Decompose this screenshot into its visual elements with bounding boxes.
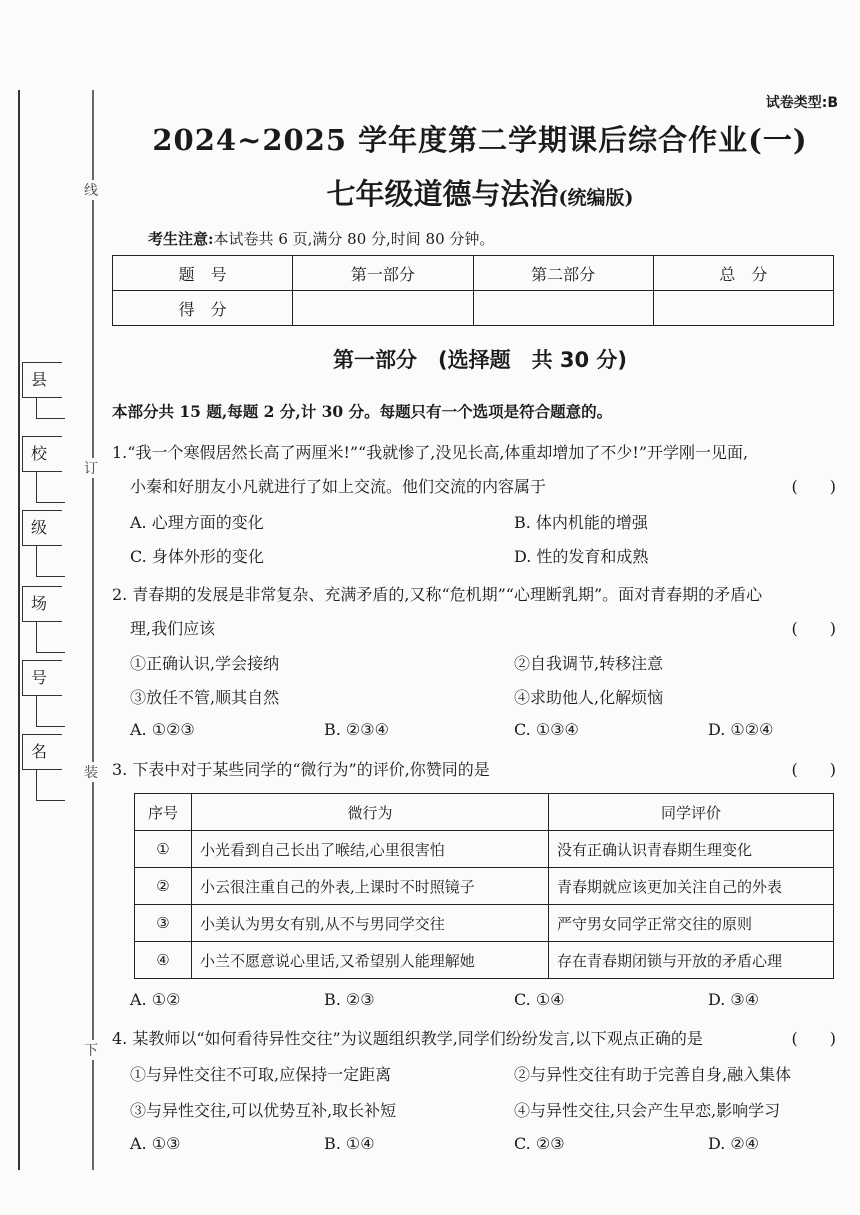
table-header-index: 序号 — [135, 794, 192, 831]
field-number-blank[interactable] — [36, 696, 65, 727]
row-behavior: 小光看到自己长出了喉结,心里很害怕 — [192, 831, 549, 868]
row-evaluation: 青春期就应该更加关注自己的外表 — [549, 868, 834, 905]
answer-blank-1[interactable]: ( ) — [791, 477, 836, 496]
question-2-option-d[interactable]: D. ①②④ — [708, 720, 774, 739]
question-3-option-c[interactable]: C. ①④ — [514, 990, 565, 1009]
field-class-label: 级 — [22, 510, 62, 546]
score-cell-part2[interactable] — [473, 291, 653, 326]
table-row — [135, 868, 834, 905]
question-1-option-d[interactable]: D. 性的发育和成熟 — [514, 547, 649, 566]
score-row-label: 得 分 — [113, 291, 293, 326]
field-name-blank[interactable] — [36, 770, 65, 801]
question-3-option-b[interactable]: B. ②③ — [324, 990, 375, 1009]
row-index: ② — [135, 868, 192, 905]
binding-mark-staple: 订 — [84, 458, 98, 478]
question-2-option-a[interactable]: A. ①②③ — [130, 720, 195, 739]
table-row — [135, 905, 834, 942]
table-row — [135, 831, 834, 868]
micro-behavior-table — [134, 793, 834, 979]
field-class-blank[interactable] — [36, 546, 65, 577]
question-4-statement-3: ③与异性交往,可以优势互补,取长补短 — [130, 1101, 397, 1120]
row-index: ① — [135, 831, 192, 868]
score-cell-total[interactable] — [653, 291, 833, 326]
question-2-line1: 2. 青春期的发展是非常复杂、充满矛盾的,又称“危机期”“心理断乳期”。面对青春期的矛盾心 — [112, 585, 763, 604]
field-room-blank[interactable] — [36, 622, 65, 653]
question-4-option-a[interactable]: A. ①③ — [130, 1134, 181, 1153]
question-2-statement-2: ②自我调节,转移注意 — [514, 654, 664, 673]
exam-title: 2024~2025 学年度第二学期课后综合作业(一) — [152, 123, 808, 157]
answer-blank-3[interactable]: ( ) — [791, 760, 836, 779]
field-school-label: 校 — [22, 436, 62, 472]
question-1-option-c[interactable]: C. 身体外形的变化 — [130, 547, 264, 566]
section-intro: 本部分共 15 题,每题 2 分,计 30 分。每题只有一个选项是符合题意的。 — [112, 402, 613, 421]
field-name-label: 名 — [22, 734, 62, 770]
question-1-line2: 小秦和好朋友小凡就进行了如上交流。他们交流的内容属于 — [130, 477, 547, 496]
question-2-option-c[interactable]: C. ①③④ — [514, 720, 579, 739]
question-2-statement-1: ①正确认识,学会接纳 — [130, 654, 280, 673]
exam-notice — [148, 228, 494, 249]
row-evaluation: 存在青春期闭锁与开放的矛盾心理 — [549, 942, 834, 979]
binding-mark-line: 线 — [84, 180, 98, 200]
binding-mark-bind: 装 — [84, 762, 98, 782]
field-number-label: 号 — [22, 660, 62, 696]
binding-line-outer — [18, 90, 20, 1170]
question-3-option-d[interactable]: D. ③④ — [708, 990, 760, 1009]
question-1-option-b[interactable]: B. 体内机能的增强 — [514, 513, 648, 532]
row-behavior: 小美认为男女有别,从不与男同学交往 — [192, 905, 549, 942]
question-4-statement-4: ④与异性交往,只会产生早恋,影响学习 — [514, 1101, 781, 1120]
table-row — [135, 942, 834, 979]
question-4-statement-1: ①与异性交往不可取,应保持一定距离 — [130, 1065, 392, 1084]
binding-mark-down: 下 — [84, 1040, 98, 1060]
edition-label: (统编版) — [558, 187, 634, 209]
notice-label: 考生注意: — [148, 230, 214, 248]
question-3-line1: 3. 下表中对于某些同学的“微行为”的评价,你赞同的是 — [112, 760, 490, 779]
row-evaluation: 严守男女同学正常交往的原则 — [549, 905, 834, 942]
question-1-option-a[interactable]: A. 心理方面的变化 — [130, 513, 264, 532]
score-header-part2: 第二部分 — [473, 256, 653, 291]
question-2-option-b[interactable]: B. ②③④ — [324, 720, 389, 739]
score-header-total: 总 分 — [653, 256, 833, 291]
field-school-blank[interactable] — [36, 472, 65, 503]
question-4-option-b[interactable]: B. ①④ — [324, 1134, 375, 1153]
table-header-evaluation: 同学评价 — [549, 794, 834, 831]
field-county-label: 县 — [22, 362, 62, 398]
score-table — [112, 255, 834, 326]
field-county-blank[interactable] — [36, 398, 65, 419]
question-3-option-a[interactable]: A. ①② — [130, 990, 181, 1009]
question-4-option-d[interactable]: D. ②④ — [708, 1134, 760, 1153]
exam-subtitle — [100, 172, 860, 213]
answer-blank-4[interactable]: ( ) — [791, 1029, 836, 1048]
row-index: ④ — [135, 942, 192, 979]
row-evaluation: 没有正确认识青春期生理变化 — [549, 831, 834, 868]
table-header-behavior: 微行为 — [192, 794, 549, 831]
question-2-statement-3: ③放任不管,顺其自然 — [130, 688, 280, 707]
row-behavior: 小兰不愿意说心里话,又希望别人能理解她 — [192, 942, 549, 979]
question-4-line1: 4. 某教师以“如何看待异性交往”为议题组织教学,同学们纷纷发言,以下观点正确的是 — [112, 1029, 703, 1048]
field-room-label: 场 — [22, 586, 62, 622]
answer-blank-2[interactable]: ( ) — [791, 619, 836, 638]
subject-name: 七年级道德与法治 — [326, 177, 559, 211]
question-1-line1: 1.“我一个寒假居然长高了两厘米!”“我就惨了,没见长高,体重却增加了不少!”开学刚一见面, — [112, 443, 749, 462]
paper-type: 试卷类型:B — [765, 95, 838, 111]
section-title: 第一部分 (选择题 共 30 分) — [332, 348, 628, 372]
score-header-question: 题 号 — [113, 256, 293, 291]
notice-text: 本试卷共 6 页,满分 80 分,时间 80 分钟。 — [213, 230, 495, 248]
row-behavior: 小云很注重自己的外表,上课时不时照镜子 — [192, 868, 549, 905]
question-2-statement-4: ④求助他人,化解烦恼 — [514, 688, 664, 707]
question-4-statement-2: ②与异性交往有助于完善自身,融入集体 — [514, 1065, 792, 1084]
question-4-option-c[interactable]: C. ②③ — [514, 1134, 565, 1153]
score-cell-part1[interactable] — [293, 291, 473, 326]
row-index: ③ — [135, 905, 192, 942]
binding-line-inner — [92, 90, 94, 1170]
question-2-line2: 理,我们应该 — [130, 619, 216, 638]
score-header-part1: 第一部分 — [293, 256, 473, 291]
